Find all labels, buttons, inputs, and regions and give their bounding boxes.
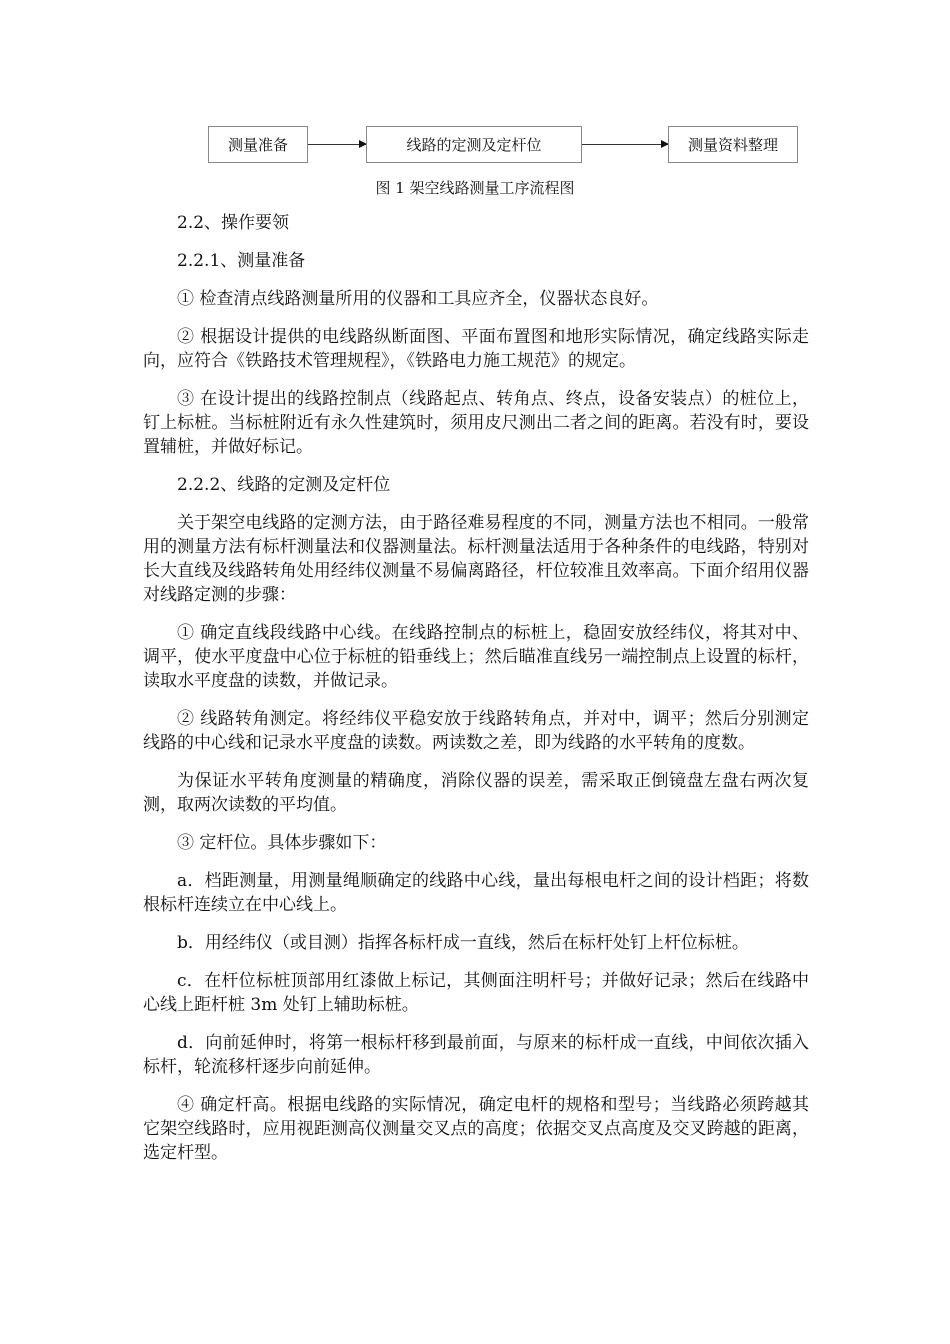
paragraph: ③ 定杆位。具体步骤如下： <box>177 833 387 853</box>
figure-caption: 图 1 架空线路测量工序流程图 <box>375 179 575 197</box>
flow-step-preparation: 测量准备 <box>208 126 308 163</box>
paragraph: ② 根据设计提供的电线路纵断面图、平面布置图和地形实际情况，确定线路实际走向，应符合《铁路技术管理规程》，《铁路电力施工规范》的规定。 <box>143 327 809 371</box>
paragraph: ① 确定直线段线路中心线。在线路控制点的标桩上，稳固安放经纬仪，将其对中、调平，使水平度盘中心位于标桩的铅垂线上；然后瞄准直线另一端控制点上设置的标杆，读取水平度盘的读数，并做记录。 <box>143 623 809 691</box>
paragraph: b．用经纬仪（或目测）指挥各标杆成一直线，然后在标杆处钉上杆位标桩。 <box>177 933 749 953</box>
paragraph: c．在杆位标桩顶部用红漆做上标记，其侧面注明杆号；并做好记录；然后在线路中心线上距杆桩 3m 处钉上辅助标桩。 <box>143 971 809 1015</box>
flow-arrow-1 <box>308 144 366 145</box>
section-heading-2-2-1: 2.2.1、测量准备 <box>177 251 306 271</box>
paragraph: d．向前延伸时，将第一根标杆移到最前面，与原来的标杆成一直线，中间依次插入标杆，轮流移杆逐步向前延伸。 <box>143 1033 809 1077</box>
flow-step-data-organize: 测量资料整理 <box>668 126 798 163</box>
flow-arrow-2 <box>582 144 668 145</box>
paragraph: ③ 在设计提出的线路控制点（线路起点、转角点、终点，设备安装点）的桩位上，钉上标桩。当标桩附近有永久性建筑时，须用皮尺测出二者之间的距离。若没有时，要设置辅桩，并做好标记。 <box>143 389 809 457</box>
paragraph: 为保证水平转角度测量的精确度，消除仪器的误差，需采取正倒镜盘左盘右两次复测，取两次读数的平均值。 <box>143 771 809 815</box>
paragraph: a．档距测量，用测量绳顺确定的线路中心线，量出每根电杆之间的设计档距；将数根标杆连续立在中心线上。 <box>143 871 809 915</box>
process-flowchart <box>0 0 950 200</box>
document-body <box>143 211 809 1179</box>
paragraph: ④ 确定杆高。根据电线路的实际情况，确定电杆的规格和型号；当线路必须跨越其它架空线路时，应用视距测高仪测量交叉点的高度；依据交叉点高度及交叉跨越的距离，选定杆型。 <box>143 1095 809 1163</box>
flow-step-survey: 线路的定测及定杆位 <box>366 126 582 163</box>
section-heading-2-2: 2.2、操作要领 <box>177 213 290 233</box>
paragraph: ② 线路转角测定。将经纬仪平稳安放于线路转角点，并对中，调平；然后分别测定线路的中心线和记录水平度盘的读数。两读数之差，即为线路的水平转角的度数。 <box>143 709 809 753</box>
paragraph: ① 检查清点线路测量所用的仪器和工具应齐全，仪器状态良好。 <box>177 289 659 309</box>
paragraph: 关于架空电线路的定测方法，由于路径难易程度的不同，测量方法也不相同。一般常用的测量方法有标杆测量法和仪器测量法。标杆测量法适用于各种条件的电线路，特别对长大直线及线路转角处用经纬仪测量不易偏离路径，杆位较准且效率高。下面介绍用仪器对线路定测的步骤： <box>143 513 809 605</box>
section-heading-2-2-2: 2.2.2、线路的定测及定杆位 <box>177 475 391 495</box>
